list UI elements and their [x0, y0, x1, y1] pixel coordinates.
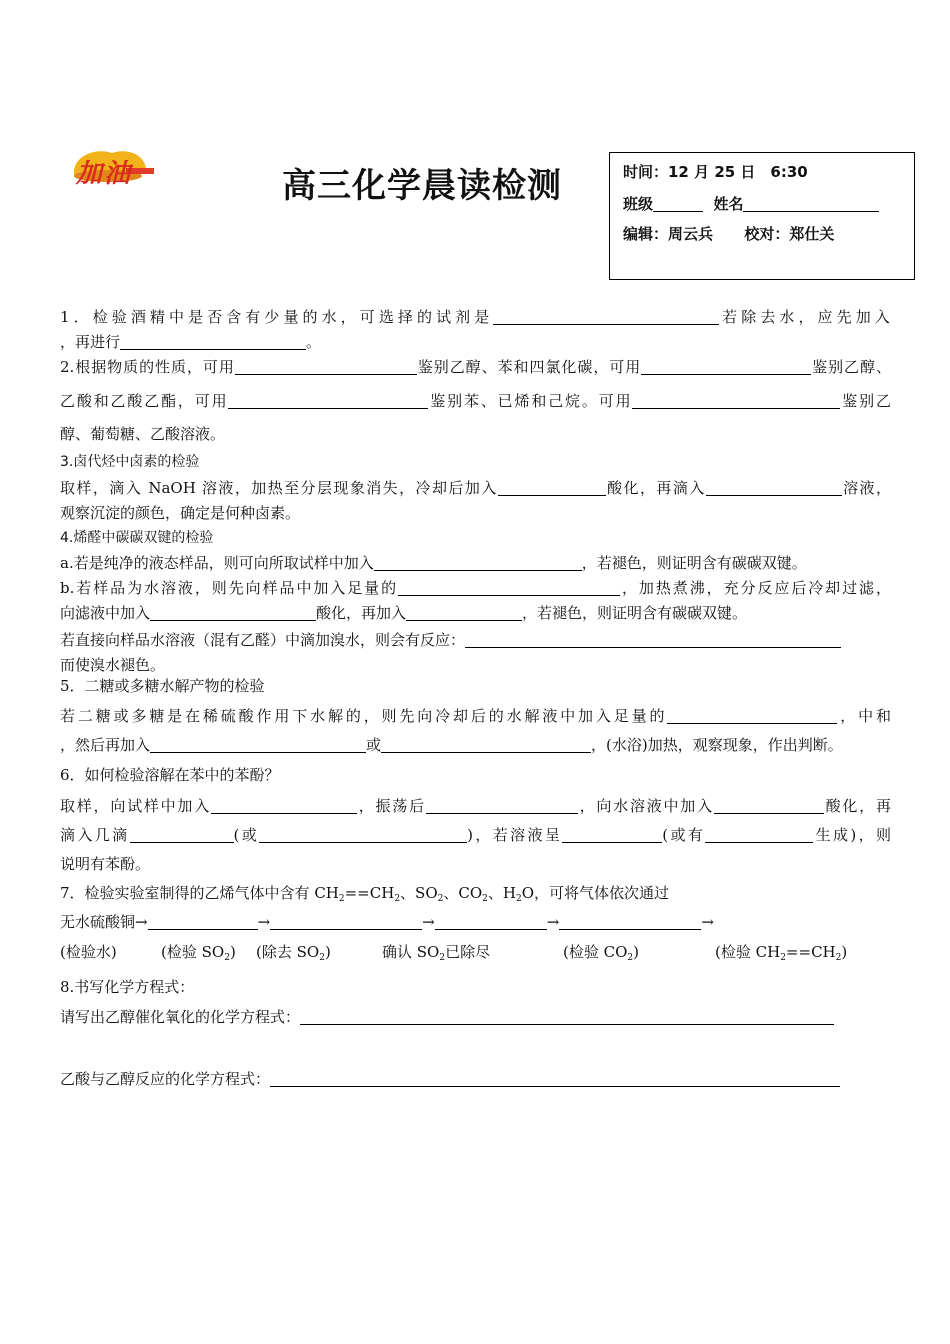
q4-blank-5[interactable] — [465, 631, 841, 648]
q4-blank-1[interactable] — [374, 554, 582, 571]
q4-blank-4[interactable] — [406, 604, 522, 621]
class-label: 班级 — [623, 195, 654, 213]
editor: 编辑：周云兵 — [623, 225, 714, 243]
label-4: 确认 $SO_2$已除尽 — [382, 943, 491, 963]
q4-line-d: 若直接向样品水溶液（混有乙醛）中滴加溴水，则会有反应： — [60, 630, 841, 650]
q2-line-2: 乙酸和乙酸乙酯，可用 鉴别苯、已烯和己烷。可用 鉴别乙 — [60, 392, 891, 410]
q5-blank-3[interactable] — [381, 736, 591, 753]
q6-blank-6[interactable] — [562, 826, 662, 843]
q2-blank-4[interactable] — [632, 392, 840, 409]
q6-blank-7[interactable] — [705, 826, 813, 843]
q4-blank-3[interactable] — [150, 604, 316, 621]
q3-blank-1[interactable] — [498, 479, 606, 496]
q7-blank-1[interactable] — [148, 913, 258, 930]
q5-title: 5．二糖或多糖水解产物的检验 — [60, 677, 265, 695]
time-line: 时间：12 月 25 日 6:30 — [623, 163, 808, 181]
q7-title: 7．检验实验室制得的乙烯气体中含有 $CH_2==CH_2$、$SO_2$、$CO_2$、$H_2O$，可将气体依次通过 — [60, 884, 670, 904]
label-3: (除去 $SO_2$) — [256, 943, 331, 963]
q6-blank-2[interactable] — [426, 797, 578, 814]
q5-line-1: 若二糖或多糖是在稀硫酸作用下水解的，则先向冷却后的水解液中加入足量的 ，中和 — [60, 707, 891, 725]
q6-line-2: 滴入几滴 (或 )，若溶液呈 (或有 生成)，则 — [60, 826, 891, 844]
q1-line-2: ，再进行 。 — [60, 333, 322, 351]
q8-line-1: 请写出乙醇催化氧化的化学方程式： — [60, 1007, 834, 1027]
q6-title: 6．如何检验溶解在苯中的苯酚？ — [60, 766, 280, 784]
q3-line-1: 取样，滴入 NaOH 溶液，加热至分层现象消失，冷却后加入 酸化，再滴入 溶液， — [60, 479, 891, 497]
logo-text: 加油 — [76, 159, 133, 189]
arrow: → — [257, 913, 271, 931]
proofreader: 校对：郑仕关 — [744, 225, 835, 243]
q4-title: 4.烯醛中碳碳双键的检验 — [60, 530, 214, 546]
q3-line-2: 观察沉淀的颜色，确定是何种卤素。 — [60, 504, 301, 522]
q7-blank-2[interactable] — [270, 913, 422, 930]
label-2: (检验 $SO_2$) — [161, 943, 236, 963]
logo — [68, 145, 156, 187]
q8-blank-1[interactable] — [300, 1008, 834, 1025]
credits-line — [623, 223, 834, 244]
q7-labels — [60, 942, 891, 962]
q5-blank-2[interactable] — [150, 736, 366, 753]
q4-line-e: 而使溴水褪色。 — [60, 656, 166, 674]
q1-blank-1[interactable] — [493, 308, 719, 325]
q8-blank-2[interactable] — [270, 1070, 840, 1087]
arrow: → — [701, 913, 714, 931]
q6-blank-3[interactable] — [714, 797, 824, 814]
arrow: → — [546, 913, 560, 931]
q8-title: 8.书写化学方程式： — [60, 978, 195, 996]
arrow: → — [422, 913, 435, 931]
q6-line-3: 说明有苯酚。 — [60, 855, 151, 873]
q5-blank-1[interactable] — [667, 707, 837, 724]
label-5: (检验 $CO_2$) — [563, 943, 639, 963]
class-blank[interactable] — [653, 195, 703, 212]
chain-start: 无水硫酸铜 — [60, 913, 136, 931]
q2-blank-1[interactable] — [235, 358, 417, 375]
q6-blank-1[interactable] — [211, 797, 357, 814]
q2-blank-2[interactable] — [641, 358, 811, 375]
q8-line-2: 乙酸与乙醇反应的化学方程式： — [60, 1069, 840, 1089]
q4-line-b: b.若样品为水溶液，则先向样品中加入足量的 ，加热煮沸，充分反应后冷却过滤， — [60, 579, 891, 597]
q3-blank-2[interactable] — [706, 479, 842, 496]
label-6: (检验 $CH_2==CH_2$) — [715, 943, 848, 963]
info-box — [609, 152, 915, 280]
q1-line-1: 1．检验酒精中是否含有少量的水，可选择的试剂是 若除去水，应先加入 — [60, 308, 891, 326]
q2-line-3: 醇、葡萄糖、乙酸溶液。 — [60, 425, 226, 443]
q4-line-c: 向滤液中加入 酸化，再加入 ，若褪色，则证明含有碳碳双键。 — [60, 604, 748, 622]
label-1: (检验水) — [60, 943, 117, 961]
arrow: → — [135, 913, 148, 931]
q2-blank-3[interactable] — [228, 392, 428, 409]
name-label: 姓名 — [713, 195, 744, 213]
q6-blank-4[interactable] — [130, 826, 234, 843]
q6-line-1: 取样，向试样中加入 ，振荡后 ，向水溶液中加入 酸化，再 — [60, 797, 891, 815]
q7-blank-3[interactable] — [435, 913, 547, 930]
q6-blank-5[interactable] — [259, 826, 467, 843]
q1-blank-2[interactable] — [120, 333, 306, 350]
name-blank[interactable] — [743, 195, 879, 212]
q4-blank-2[interactable] — [398, 579, 620, 596]
q3-title: 3.卤代烃中卤素的检验 — [60, 454, 200, 470]
q7-chain — [60, 912, 714, 932]
q5-line-2: ，然后再加入 或 ，(水浴)加热，观察现象，作出判断。 — [60, 736, 843, 754]
q4-line-a: a.若是纯净的液态样品，则可向所取试样中加入 ，若褪色，则证明含有碳碳双键。 — [60, 554, 807, 572]
q2-line-1: 2.根据物质的性质，可用 鉴别乙醇、苯和四氯化碳，可用 鉴别乙醇、 — [60, 358, 891, 376]
page-title: 高三化学晨读检测 — [282, 166, 562, 206]
q7-blank-4[interactable] — [559, 913, 701, 930]
class-name-line — [623, 193, 879, 214]
